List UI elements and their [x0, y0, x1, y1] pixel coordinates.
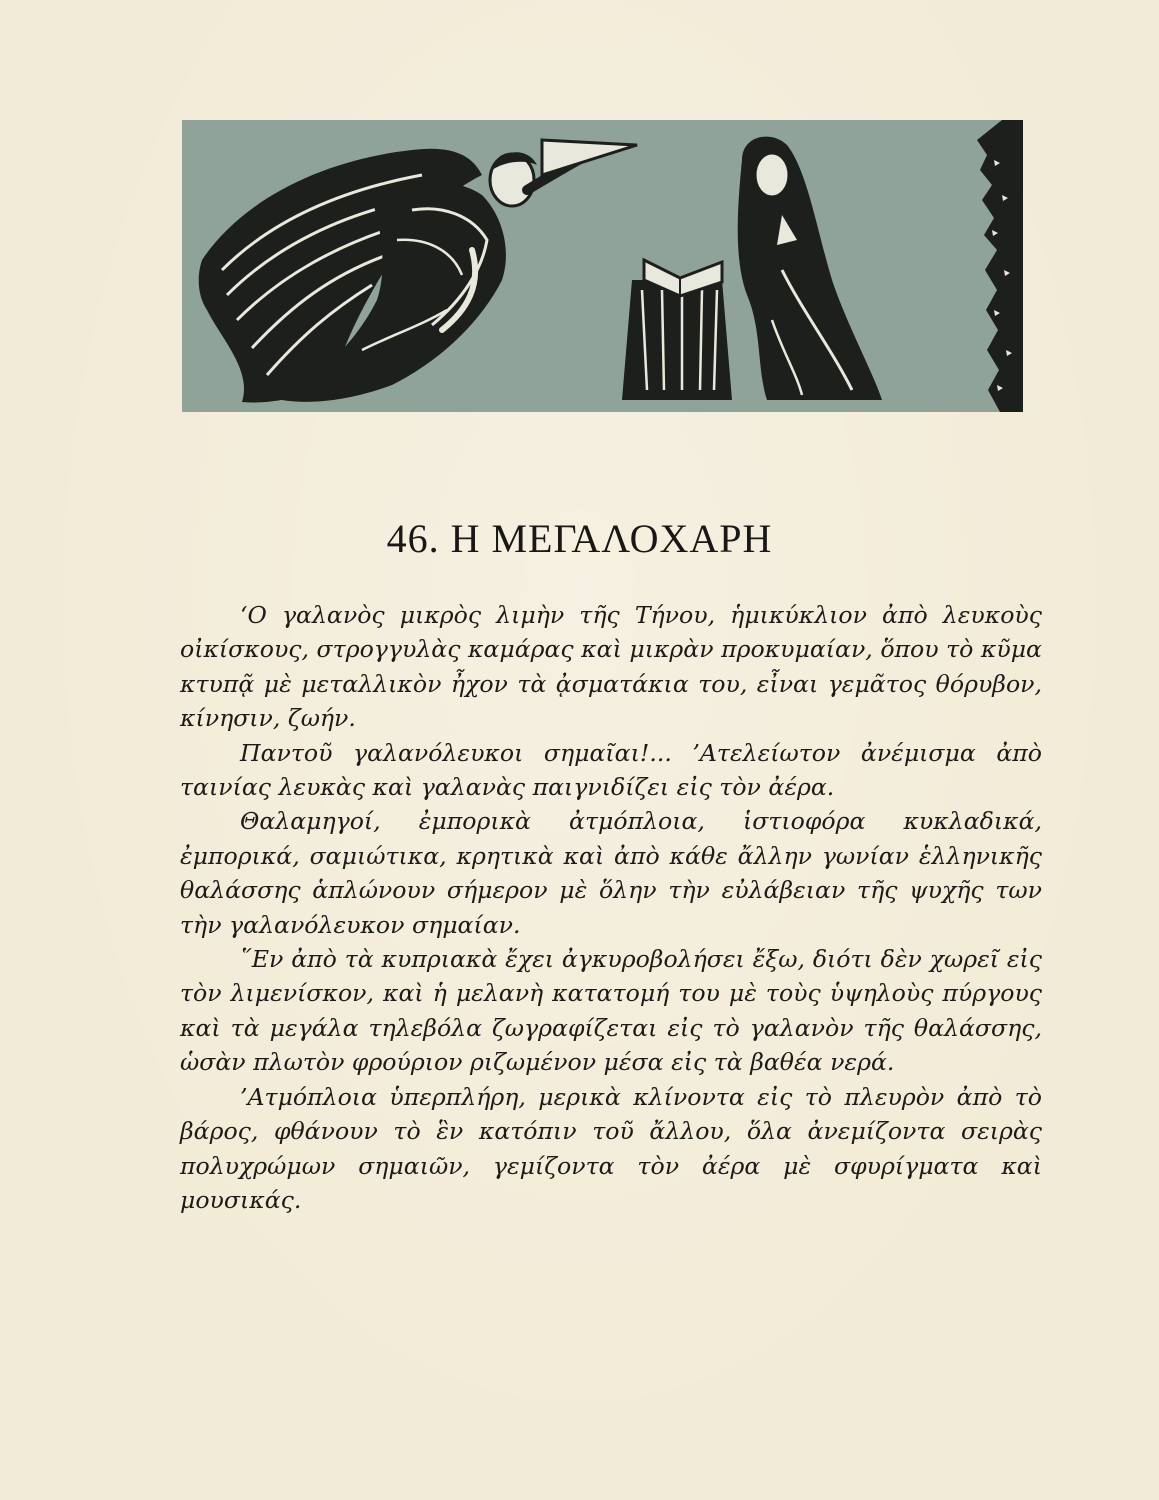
paragraph-2: Παντοῦ γαλανόλευκοι σημαῖαι!... ’Ατελείωτον ἀνέμισμα ἀπὸ ταινίας λευκὰς καὶ γαλανὰς παιγνιδίζει εἰς τὸν ἀέρα.	[180, 738, 1042, 802]
paragraph-4: ῞Εν ἀπὸ τὰ κυπριακὰ ἔχει ἀγκυροβολήσει ἔξω, διότι δὲν χωρεῖ εἰς τὸν λιμενίσκον, καὶ ἡ μελανὴ κατατομή του μὲ τοὺς ὑψηλοὺς πύργους καὶ τὰ μεγάλα τηλεβόλα ζωγραφίζεται εἰς τὸ γαλανὸν τῆς θαλάσσης, ὡσὰν πλωτὸν φρούριον ριζωμένον μέσα εἰς τὰ βαθέα νερά.	[180, 945, 1042, 1077]
paragraph-1: ‘Ο γαλανὸς μικρὸς λιμὴν τῆς Τήνου, ἡμικύκλιον ἀπὸ λευκοὺς οἰκίσκους, στρογγυλὰς καμάρας καὶ μικρὰν προκυμαίαν, ὅπου τὸ κῦμα κτυπᾷ μὲ μεταλλικὸν ἦχον τὰ ᾀσματάκια του, εἶναι γεμᾶτος θόρυβον, κίνησιν, ζωήν.	[180, 601, 1042, 733]
annunciation-illustration	[182, 120, 1023, 412]
chapter-title: 46. Η ΜΕΓΑΛΟΧΑΡΗ	[386, 516, 773, 561]
chapter-text	[180, 598, 1042, 1217]
lectern-with-book	[622, 260, 732, 400]
annunciation-woodcut	[182, 120, 1023, 412]
paragraph-3: Θαλαμηγοί, ἐμπορικὰ ἀτμόπλοια, ἱστιοφόρα κυκλαδικά, ἐμπορικά, σαμιώτικα, κρητικὰ καὶ ἀπὸ κάθε ἄλλην γωνίαν ἑλληνικῆς θαλάσσης ἁπλώνουν σήμερον μὲ ὅλην τὴν εὐλάβειαν τῆς ψυχῆς των τὴν γαλανόλευκον σημαίαν.	[180, 807, 1042, 939]
paragraph-5: ’Ατμόπλοια ὑπερπλήρη, μερικὰ κλίνοντα εἰς τὸ πλευρὸν ἀπὸ τὸ βάρος, φθάνουν τὸ ἓν κατόπιν τοῦ ἄλλου, ὅλα ἀνεμίζοντα σειρὰς πολυχρώμων σημαιῶν, γεμίζοντα τὸν ἀέρα μὲ σφυρίγματα καὶ μουσικάς.	[180, 1082, 1042, 1214]
